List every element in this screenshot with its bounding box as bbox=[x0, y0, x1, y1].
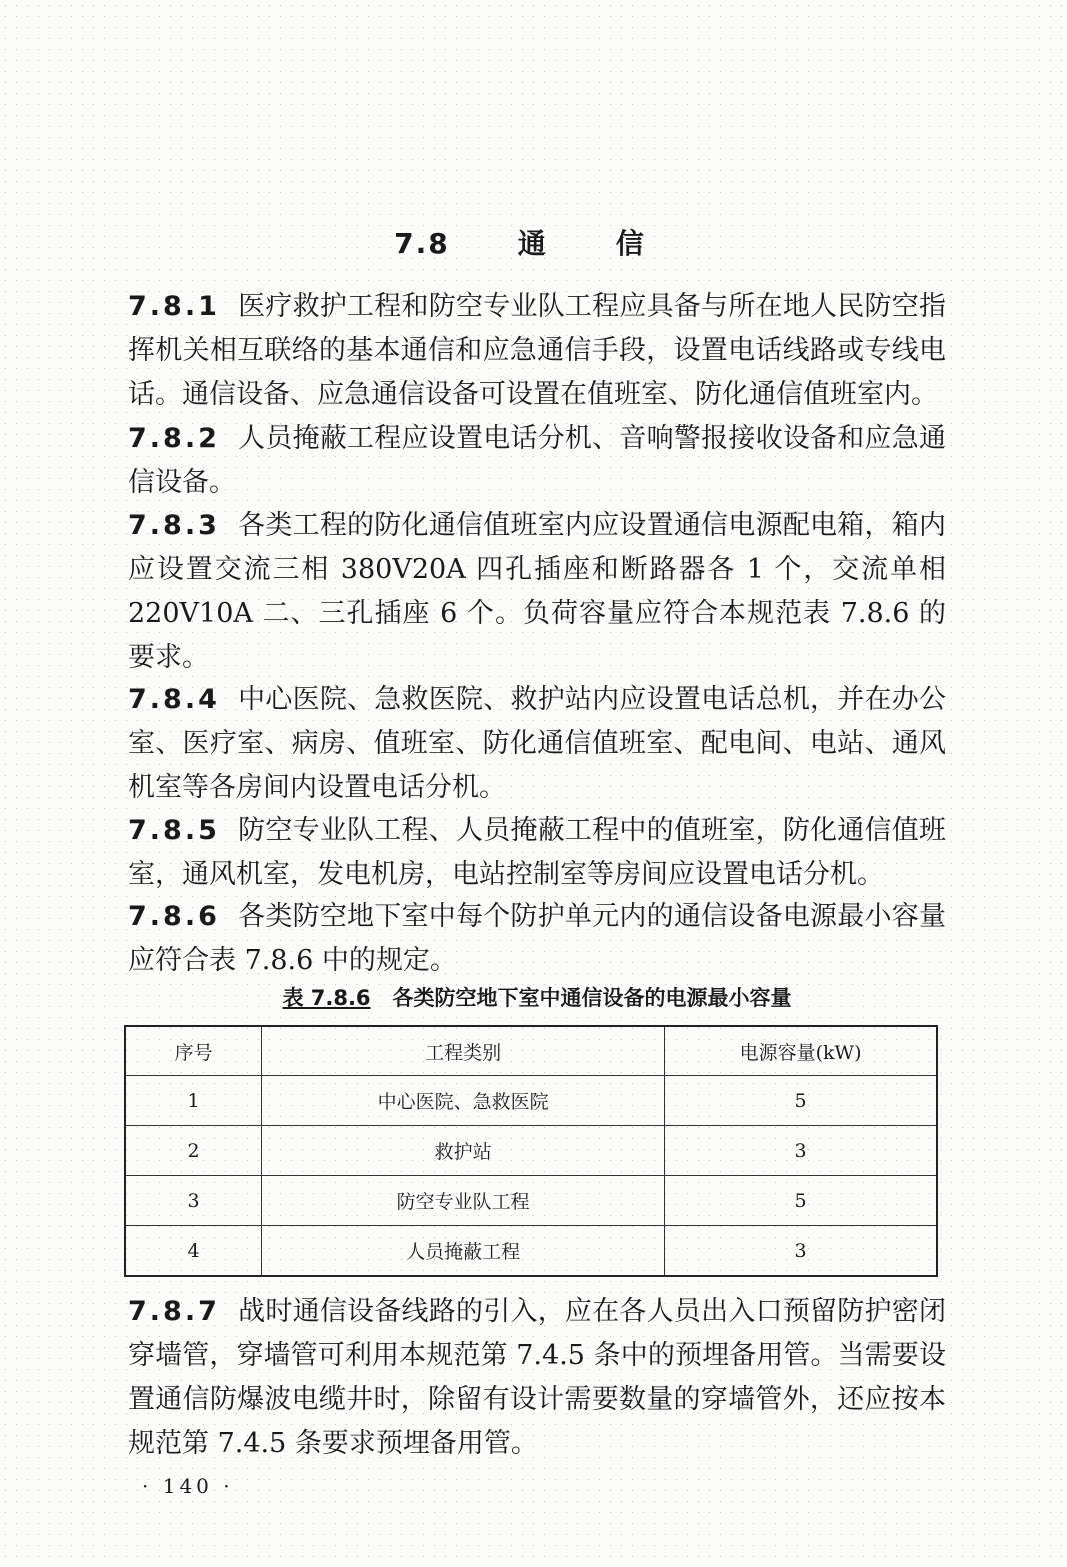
clause-7-8-7 bbox=[128, 1290, 946, 1466]
table-row bbox=[125, 1176, 937, 1226]
table-cell: 3 bbox=[665, 1126, 937, 1176]
table-cell: 防空专业队工程 bbox=[262, 1176, 665, 1226]
clause-7-8-6 bbox=[128, 895, 946, 983]
table-cell: 救护站 bbox=[262, 1126, 665, 1176]
table-cell: 5 bbox=[665, 1076, 937, 1126]
table-header-row bbox=[125, 1026, 937, 1076]
table-cell: 3 bbox=[125, 1176, 262, 1226]
clause-7-8-5 bbox=[128, 809, 946, 897]
clause-number: 7.8.2 bbox=[128, 423, 220, 454]
table-caption-number: 表 7.8.6 bbox=[282, 986, 371, 1010]
table-row bbox=[125, 1226, 937, 1277]
table-cell: 2 bbox=[125, 1126, 262, 1176]
column-header: 序号 bbox=[125, 1026, 262, 1076]
clause-text: 各类工程的防化通信值班室内应设置通信电源配电箱，箱内应设置交流三相 380V20A 四孔插座和断路器各 1 个，交流单相 220V10A 二、三孔插座 6 个。负荷容量应符合本规范表 7.8.6 的要求。 bbox=[128, 510, 946, 673]
table-cell: 3 bbox=[665, 1226, 937, 1277]
table-cell: 1 bbox=[125, 1076, 262, 1126]
clause-text: 人员掩蔽工程应设置电话分机、音响警报接收设备和应急通信设备。 bbox=[128, 423, 946, 498]
page-number: · 140 · bbox=[142, 1474, 234, 1498]
column-header: 工程类别 bbox=[262, 1026, 665, 1076]
section-title-char-2: 信 bbox=[615, 227, 646, 260]
clause-number: 7.8.5 bbox=[128, 815, 220, 846]
table-caption-title: 各类防空地下室中通信设备的电源最小容量 bbox=[392, 986, 792, 1010]
clause-7-8-2 bbox=[128, 417, 946, 505]
clause-text: 中心医院、急救医院、救护站内应设置电话总机，并在办公室、医疗室、病房、值班室、防化通信值班室、配电间、电站、通风机室等各房间内设置电话分机。 bbox=[128, 684, 946, 803]
table-row bbox=[125, 1076, 937, 1126]
table-cell: 中心医院、急救医院 bbox=[262, 1076, 665, 1126]
table-cell: 人员掩蔽工程 bbox=[262, 1226, 665, 1277]
clause-number: 7.8.6 bbox=[128, 901, 220, 932]
clause-7-8-1 bbox=[128, 285, 946, 417]
clause-number: 7.8.1 bbox=[128, 291, 220, 322]
section-title-char-1: 通 bbox=[517, 227, 548, 260]
clause-text: 战时通信设备线路的引入，应在各人员出入口预留防护密闭穿墙管，穿墙管可利用本规范第 7.4.5 条中的预埋备用管。当需要设置通信防爆波电缆井时，除留有设计需要数量的穿墙管外，还应按本规范第 7.4.5 条要求预埋备用管。 bbox=[128, 1296, 946, 1459]
clause-text: 医疗救护工程和防空专业队工程应具备与所在地人民防空指挥机关相互联络的基本通信和应急通信手段，设置电话线路或专线电话。通信设备、应急通信设备可设置在值班室、防化通信值班室内。 bbox=[128, 291, 946, 410]
table-row bbox=[125, 1126, 937, 1176]
table-cell: 5 bbox=[665, 1176, 937, 1226]
section-number: 7.8 bbox=[394, 227, 450, 260]
power-capacity-table bbox=[124, 1025, 938, 1277]
clause-number: 7.8.3 bbox=[128, 510, 220, 541]
column-header: 电源容量(kW) bbox=[665, 1026, 937, 1076]
section-heading bbox=[128, 222, 946, 262]
clause-number: 7.8.7 bbox=[128, 1296, 220, 1327]
clause-7-8-3 bbox=[128, 504, 946, 680]
clause-number: 7.8.4 bbox=[128, 684, 220, 715]
table-cell: 4 bbox=[125, 1226, 262, 1277]
clause-7-8-4 bbox=[128, 678, 946, 810]
table-caption bbox=[128, 982, 946, 1012]
clause-text: 各类防空地下室中每个防护单元内的通信设备电源最小容量应符合表 7.8.6 中的规定。 bbox=[128, 901, 946, 976]
clause-text: 防空专业队工程、人员掩蔽工程中的值班室，防化通信值班室，通风机室，发电机房，电站控制室等房间应设置电话分机。 bbox=[128, 815, 946, 890]
